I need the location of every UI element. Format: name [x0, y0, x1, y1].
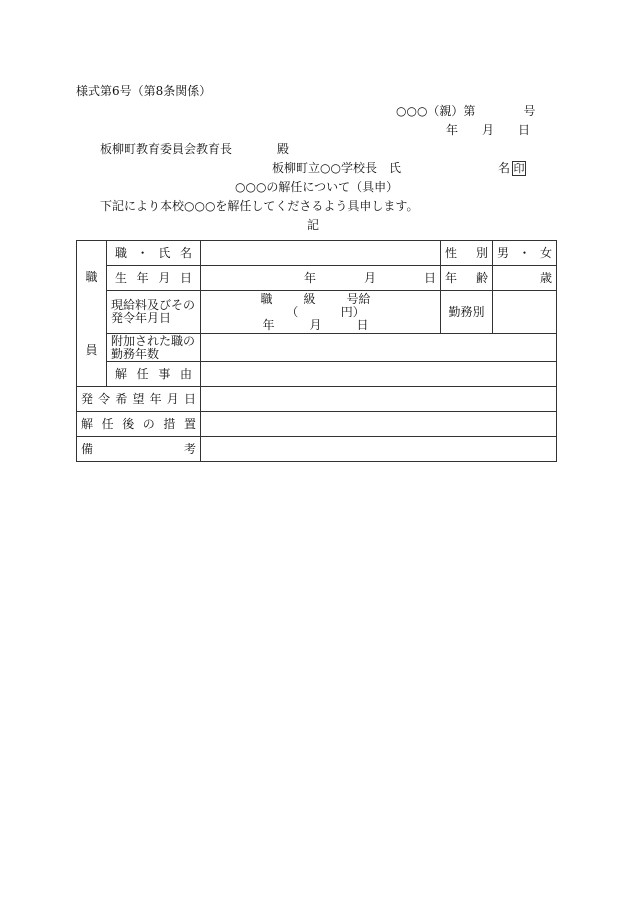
salary-date-day: 日 — [356, 317, 369, 332]
gender-dot: ・ — [518, 245, 531, 260]
post-measures-label-cell — [77, 412, 201, 437]
document-date: 年 月 日 — [446, 123, 531, 137]
salary-value-cell[interactable] — [201, 291, 441, 334]
salary-yen-open: （ — [286, 304, 299, 319]
effective-date-label-char: 希 — [115, 391, 128, 406]
post-measures-label-char: 解 — [81, 416, 94, 431]
age-label-char: 年 — [445, 270, 458, 285]
dismissal-form-table — [76, 240, 557, 462]
additional-label-cell — [107, 334, 201, 362]
seal-box: 印 — [513, 162, 525, 175]
duty-label-cell — [441, 291, 493, 334]
effective-date-label-char: 望 — [132, 391, 145, 406]
salary-label-cell — [107, 291, 201, 334]
sender-title: 板柳町立○○学校長 氏 — [272, 161, 401, 175]
remarks-char-1: 備 — [81, 441, 94, 456]
reason-label-char: 事 — [158, 366, 171, 381]
form-number: 様式第6号（第8条関係） — [76, 84, 212, 98]
body-text: 下記により本校○○○を解任してくださるよう具申します。 — [100, 199, 419, 213]
salary-grade-step: 号給 — [346, 291, 371, 306]
remarks-char-2: 考 — [183, 441, 196, 456]
staff-char-1: 職 — [85, 269, 98, 284]
name-label-char: ・ — [136, 245, 149, 260]
ki-mark: 記 — [307, 218, 320, 232]
sender-name-label — [498, 161, 526, 176]
name-value-cell[interactable] — [201, 241, 441, 266]
birth-date: 年 月 日 — [303, 270, 436, 285]
age-unit: 歳 — [539, 270, 552, 285]
effective-date-value-cell[interactable] — [201, 387, 557, 412]
salary-label-line1: 現給料及びその — [111, 298, 196, 312]
document-number: ○○○（親）第 号 — [396, 104, 536, 118]
salary-grade-job: 職 — [260, 291, 273, 306]
age-value-cell[interactable] — [493, 266, 557, 291]
salary-date-year: 年 — [262, 317, 275, 332]
reason-label-char: 任 — [136, 366, 149, 381]
post-measures-label-char: 措 — [163, 416, 176, 431]
effective-date-label-char: 年 — [149, 391, 162, 406]
effective-date-label-char: 発 — [81, 391, 94, 406]
remarks-value-cell[interactable] — [201, 437, 557, 462]
duty-value-cell[interactable] — [493, 291, 557, 334]
birth-label-char: 月 — [158, 270, 171, 285]
honorific: 殿 — [277, 142, 290, 156]
salary-grade-class: 級 — [303, 291, 316, 306]
post-measures-label-char: の — [142, 416, 155, 431]
age-label-char: 齢 — [475, 270, 488, 285]
gender-male: 男 — [497, 245, 510, 260]
post-measures-label-char: 置 — [183, 416, 196, 431]
reason-label-char: 由 — [179, 366, 192, 381]
gender-label-cell — [441, 241, 493, 266]
salary-yen-close: 円） — [340, 304, 365, 319]
reason-label-char: 解 — [115, 366, 128, 381]
birth-label-char: 年 — [136, 270, 149, 285]
recipient: 板柳町教育委員会教育長 — [100, 142, 233, 156]
gender-female: 女 — [539, 245, 552, 260]
effective-date-label-char: 令 — [98, 391, 111, 406]
gender-value-cell[interactable] — [493, 241, 557, 266]
remarks-label-cell — [77, 437, 201, 462]
duty-label: 勤務別 — [448, 304, 485, 319]
gender-label-char: 別 — [475, 245, 488, 260]
name-label: 名 — [498, 161, 511, 175]
staff-char-2: 員 — [85, 342, 98, 357]
name-label-char: 職 — [115, 245, 128, 260]
effective-date-label-cell — [77, 387, 201, 412]
gender-label-char: 性 — [445, 245, 458, 260]
birth-label-cell — [107, 266, 201, 291]
name-label-cell — [107, 241, 201, 266]
effective-date-label-char: 月 — [166, 391, 179, 406]
post-measures-label-char: 後 — [122, 416, 135, 431]
birth-date-cell[interactable] — [201, 266, 441, 291]
salary-date-month: 月 — [309, 317, 322, 332]
age-label-cell — [441, 266, 493, 291]
birth-label-char: 生 — [115, 270, 128, 285]
post-measures-label-char: 任 — [101, 416, 114, 431]
name-label-char: 名 — [179, 245, 192, 260]
additional-value-cell[interactable] — [201, 334, 557, 362]
subject: ○○○の解任について（具申） — [235, 180, 399, 194]
effective-date-label-char: 日 — [183, 391, 196, 406]
reason-label-cell — [107, 362, 201, 387]
staff-group-cell — [77, 241, 107, 387]
name-label-char: 氏 — [158, 245, 171, 260]
additional-label-line1: 附加された職の — [111, 333, 196, 348]
additional-label-line2: 勤務年数 — [111, 346, 160, 361]
post-measures-value-cell[interactable] — [201, 412, 557, 437]
salary-label-line2: 発令年月日 — [111, 311, 172, 325]
birth-label-char: 日 — [179, 270, 192, 285]
reason-value-cell[interactable] — [201, 362, 557, 387]
